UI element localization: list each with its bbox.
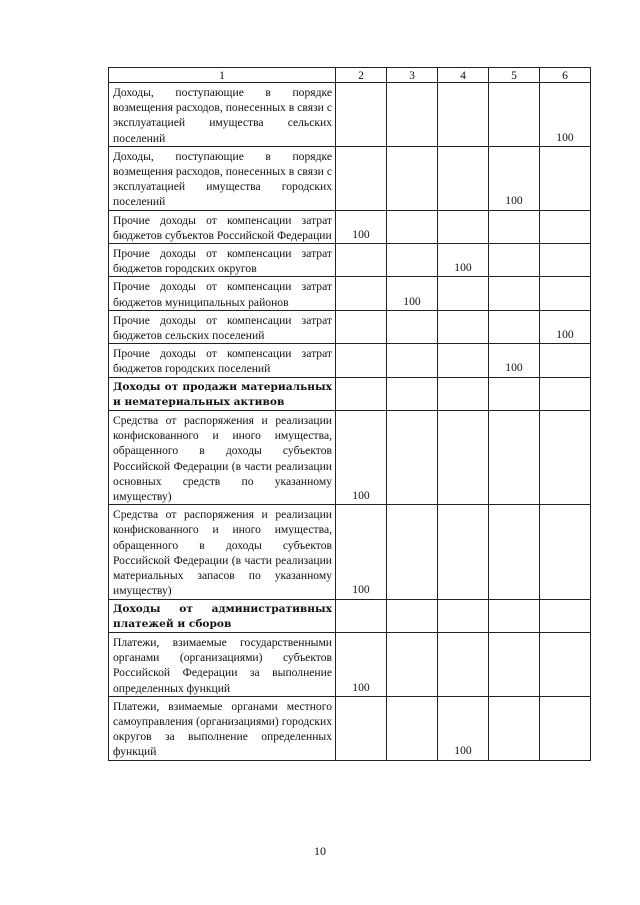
cell-col-5 xyxy=(489,310,540,343)
cell-col-5 xyxy=(489,377,540,410)
cell-col-6 xyxy=(540,210,591,243)
row-description: Доходы, поступающие в порядке возмещения расходов, понесенных в связи с эксплуатацией имущества сельских поселений xyxy=(109,83,336,147)
cell-col-6: 100 xyxy=(540,310,591,343)
header-row xyxy=(109,68,591,83)
cell-col-5 xyxy=(489,411,540,505)
cell-col-4 xyxy=(438,411,489,505)
column-header-4: 4 xyxy=(438,68,489,83)
table-row xyxy=(109,277,591,310)
cell-col-4 xyxy=(438,505,489,599)
cell-col-2 xyxy=(336,696,387,760)
cell-col-4 xyxy=(438,83,489,147)
cell-col-4: 100 xyxy=(438,244,489,277)
cell-col-4 xyxy=(438,210,489,243)
cell-col-3: 100 xyxy=(387,277,438,310)
cell-col-4 xyxy=(438,344,489,377)
row-description: Прочие доходы от компенсации затрат бюджетов городских поселений xyxy=(109,344,336,377)
cell-col-2: 100 xyxy=(336,632,387,696)
table-row xyxy=(109,146,591,210)
cell-col-5 xyxy=(489,696,540,760)
cell-col-5: 100 xyxy=(489,344,540,377)
section-heading: Доходы от административных платежей и сборов xyxy=(109,599,336,632)
cell-col-6 xyxy=(540,377,591,410)
cell-col-2 xyxy=(336,310,387,343)
cell-col-3 xyxy=(387,696,438,760)
cell-col-5 xyxy=(489,599,540,632)
cell-col-4 xyxy=(438,146,489,210)
cell-col-3 xyxy=(387,344,438,377)
cell-col-6 xyxy=(540,505,591,599)
cell-col-5 xyxy=(489,632,540,696)
table-row xyxy=(109,411,591,505)
cell-col-4 xyxy=(438,599,489,632)
cell-col-6 xyxy=(540,277,591,310)
cell-col-3 xyxy=(387,244,438,277)
column-header-5: 5 xyxy=(489,68,540,83)
cell-col-2: 100 xyxy=(336,411,387,505)
cell-col-6 xyxy=(540,696,591,760)
cell-col-2 xyxy=(336,377,387,410)
table-row xyxy=(109,244,591,277)
cell-col-6 xyxy=(540,146,591,210)
cell-col-6: 100 xyxy=(540,83,591,147)
cell-col-5 xyxy=(489,210,540,243)
table-row xyxy=(109,344,591,377)
cell-col-6 xyxy=(540,632,591,696)
cell-col-3 xyxy=(387,632,438,696)
cell-col-5 xyxy=(489,505,540,599)
cell-col-4 xyxy=(438,310,489,343)
table-row xyxy=(109,505,591,599)
cell-col-3 xyxy=(387,599,438,632)
table-row xyxy=(109,83,591,147)
cell-col-2 xyxy=(336,599,387,632)
table-row xyxy=(109,696,591,760)
cell-col-6 xyxy=(540,344,591,377)
revenue-table xyxy=(108,67,591,761)
column-header-6: 6 xyxy=(540,68,591,83)
row-description: Прочие доходы от компенсации затрат бюджетов субъектов Российской Федерации xyxy=(109,210,336,243)
table-section-row xyxy=(109,599,591,632)
cell-col-2 xyxy=(336,344,387,377)
cell-col-2 xyxy=(336,244,387,277)
row-description: Средства от распоряжения и реализации конфискованного и иного имущества, обращенного в доходы субъектов Российской Федерации (в части реализации основных средств по указанному имуществу) xyxy=(109,411,336,505)
column-header-2: 2 xyxy=(336,68,387,83)
cell-col-6 xyxy=(540,599,591,632)
cell-col-6 xyxy=(540,244,591,277)
row-description: Прочие доходы от компенсации затрат бюджетов муниципальных районов xyxy=(109,277,336,310)
column-header-1: 1 xyxy=(109,68,336,83)
row-description: Прочие доходы от компенсации затрат бюджетов сельских поселений xyxy=(109,310,336,343)
row-description: Доходы, поступающие в порядке возмещения расходов, понесенных в связи с эксплуатацией имущества городских поселений xyxy=(109,146,336,210)
cell-col-3 xyxy=(387,83,438,147)
cell-col-2 xyxy=(336,277,387,310)
cell-col-2 xyxy=(336,146,387,210)
cell-col-4: 100 xyxy=(438,696,489,760)
table-row xyxy=(109,632,591,696)
row-description: Средства от распоряжения и реализации конфискованного и иного имущества, обращенного в доходы субъектов Российской Федерации (в части реализации материальных запасов по указанному имуществу) xyxy=(109,505,336,599)
row-description: Прочие доходы от компенсации затрат бюджетов городских округов xyxy=(109,244,336,277)
cell-col-4 xyxy=(438,632,489,696)
cell-col-6 xyxy=(540,411,591,505)
cell-col-2 xyxy=(336,83,387,147)
row-description: Платежи, взимаемые государственными органами (организациями) субъектов Российской Федерации за выполнение определенных функций xyxy=(109,632,336,696)
column-header-3: 3 xyxy=(387,68,438,83)
cell-col-3 xyxy=(387,505,438,599)
cell-col-3 xyxy=(387,411,438,505)
section-heading: Доходы от продажи материальных и нематериальных активов xyxy=(109,377,336,410)
cell-col-3 xyxy=(387,377,438,410)
cell-col-5 xyxy=(489,83,540,147)
table-row xyxy=(109,210,591,243)
row-description: Платежи, взимаемые органами местного самоуправления (организациями) городских округов за выполнение определенных функций xyxy=(109,696,336,760)
table-row xyxy=(109,310,591,343)
cell-col-3 xyxy=(387,210,438,243)
cell-col-4 xyxy=(438,277,489,310)
cell-col-3 xyxy=(387,146,438,210)
cell-col-2: 100 xyxy=(336,505,387,599)
cell-col-5 xyxy=(489,244,540,277)
cell-col-4 xyxy=(438,377,489,410)
cell-col-5 xyxy=(489,277,540,310)
page-number: 10 xyxy=(314,844,326,858)
cell-col-2: 100 xyxy=(336,210,387,243)
cell-col-5: 100 xyxy=(489,146,540,210)
table-section-row xyxy=(109,377,591,410)
cell-col-3 xyxy=(387,310,438,343)
